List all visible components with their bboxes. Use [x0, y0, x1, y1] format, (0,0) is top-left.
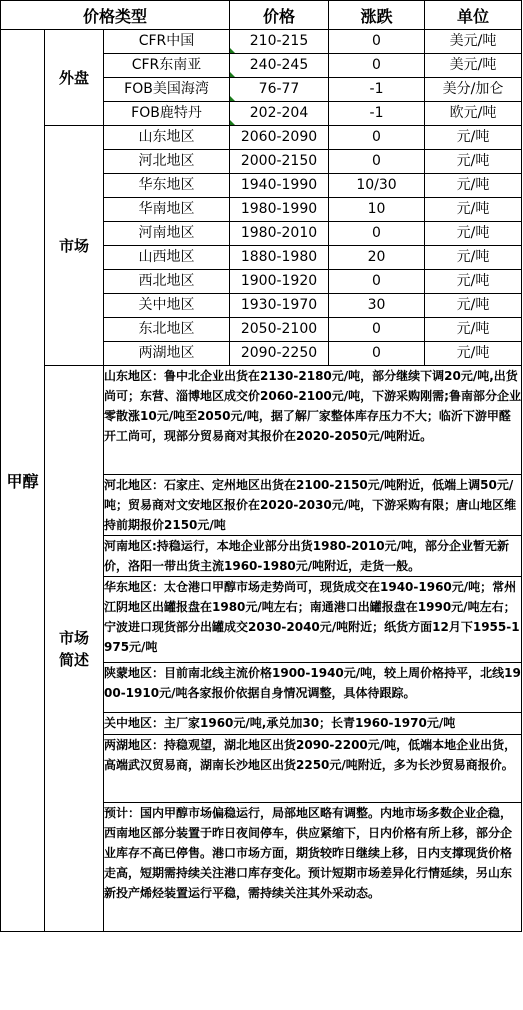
summary-label-line1: 市场	[58, 628, 89, 647]
price-cell: 2000-2150	[230, 150, 329, 174]
change-cell: 0	[329, 270, 425, 294]
price-cell: 1940-1990	[230, 174, 329, 198]
price-cell: 202-204	[230, 102, 329, 126]
price-cell: 1980-2010	[230, 222, 329, 246]
price-cell: 210-215	[230, 30, 329, 54]
change-cell: -1	[329, 102, 425, 126]
summary-note: 两湖地区：持稳观望，湖北地区出货2090-2200元/吨，低端本地企业出货，高端武汉贸易商，湖南长沙地区出货2250元/吨附近，多为长沙贸易商报价。	[104, 735, 522, 803]
unit-cell: 元/吨	[425, 270, 522, 294]
region-cell: 河北地区	[104, 150, 230, 174]
summary-note: 山东地区：鲁中北企业出货在2130-2180元/吨，部分继续下调20元/吨,出货尚可；东营、淄博地区成交价2060-2100元/吨，下游采购刚需;鲁南部分企业零散涨10元/吨至2050元/吨，据了解厂家整体库存压力不大；临沂下游甲醛开工尚可，现部分贸易商对其报价在2020-2050元/吨附近。	[104, 366, 522, 475]
change-cell: 0	[329, 318, 425, 342]
category-market: 市场	[45, 126, 104, 366]
unit-cell: 美元/吨	[425, 30, 522, 54]
region-cell: CFR东南亚	[104, 54, 230, 78]
change-cell: 20	[329, 246, 425, 270]
unit-cell: 元/吨	[425, 246, 522, 270]
region-cell: CFR中国	[104, 30, 230, 54]
summary-note: 预计：国内甲醇市场偏稳运行，局部地区略有调整。内地市场多数企业企稳，西南地区部分装置于昨日夜间停车，供应紧缩下，日内价格有所上移，部分企业库存不高已停售。港口市场方面，期货较昨日继续上移，日内支撑现货价格走高，短期需持续关注港口库存变化。预计短期市场差异化行情延续，另山东新投产烯烃装置运行平稳，需持续关注其外采动态。	[104, 803, 522, 932]
change-cell: 0	[329, 342, 425, 366]
price-cell: 2060-2090	[230, 126, 329, 150]
unit-cell: 元/吨	[425, 174, 522, 198]
region-cell: 东北地区	[104, 318, 230, 342]
summary-note: 华东地区：太仓港口甲醇市场走势尚可，现货成交在1940-1960元/吨；常州江阴地区出罐报盘在1980元/吨左右；南通港口出罐报盘在1990元/吨左右；宁波进口现货部分出罐成交2030-2040元/吨附近；纸货方面12月下1955-1975元/吨	[104, 577, 522, 663]
unit-cell: 元/吨	[425, 222, 522, 246]
price-cell: 1930-1970	[230, 294, 329, 318]
price-cell: 240-245	[230, 54, 329, 78]
header-price: 价格	[230, 1, 329, 30]
unit-cell: 美元/吨	[425, 54, 522, 78]
summary-note: 陕蒙地区：目前南北线主流价格1900-1940元/吨，较上周价格持平，北线1900-1910元/吨各家报价依据自身情况调整，具体待跟踪。	[104, 663, 522, 713]
region-cell: 两湖地区	[104, 342, 230, 366]
change-cell: 10/30	[329, 174, 425, 198]
price-cell: 2090-2250	[230, 342, 329, 366]
region-cell: 华东地区	[104, 174, 230, 198]
category-summary	[45, 366, 104, 932]
summary-note: 关中地区：主厂家1960元/吨,承兑加30；长青1960-1970元/吨	[104, 713, 522, 735]
header-type: 价格类型	[1, 1, 230, 30]
unit-cell: 美分/加仑	[425, 78, 522, 102]
price-cell: 2050-2100	[230, 318, 329, 342]
region-cell: 华南地区	[104, 198, 230, 222]
region-cell: 西北地区	[104, 270, 230, 294]
header-unit: 单位	[425, 1, 522, 30]
market-row	[1, 126, 522, 150]
unit-cell: 元/吨	[425, 294, 522, 318]
change-cell: 0	[329, 30, 425, 54]
price-cell: 76-77	[230, 78, 329, 102]
unit-cell: 元/吨	[425, 198, 522, 222]
region-cell: 山东地区	[104, 126, 230, 150]
header-change: 涨跌	[329, 1, 425, 30]
category-external: 外盘	[45, 30, 104, 126]
price-cell: 1880-1980	[230, 246, 329, 270]
unit-cell: 欧元/吨	[425, 102, 522, 126]
header-row	[1, 1, 522, 30]
summary-note: 河北地区：石家庄、定州地区出货在2100-2150元/吨附近，低端上调50元/吨；贸易商对文安地区报价在2020-2030元/吨，下游采购有限；唐山地区维持前期报价2150元/吨	[104, 475, 522, 536]
price-cell: 1900-1920	[230, 270, 329, 294]
summary-note: 河南地区:持稳运行，本地企业部分出货1980-2010元/吨，部分企业暂无新价，洛阳一带出货主流1960-1980元/吨附近，走货一般。	[104, 536, 522, 577]
change-cell: 0	[329, 222, 425, 246]
region-cell: FOB鹿特丹	[104, 102, 230, 126]
region-cell: FOB美国海湾	[104, 78, 230, 102]
change-cell: 0	[329, 126, 425, 150]
change-cell: 0	[329, 150, 425, 174]
unit-cell: 元/吨	[425, 318, 522, 342]
summary-row	[1, 366, 522, 475]
change-cell: -1	[329, 78, 425, 102]
external-row	[1, 30, 522, 54]
change-cell: 0	[329, 54, 425, 78]
summary-label-line2: 简述	[58, 650, 89, 669]
unit-cell: 元/吨	[425, 126, 522, 150]
product-name: 甲醇	[1, 30, 45, 932]
unit-cell: 元/吨	[425, 150, 522, 174]
region-cell: 河南地区	[104, 222, 230, 246]
price-cell: 1980-1990	[230, 198, 329, 222]
change-cell: 30	[329, 294, 425, 318]
change-cell: 10	[329, 198, 425, 222]
unit-cell: 元/吨	[425, 342, 522, 366]
region-cell: 山西地区	[104, 246, 230, 270]
region-cell: 关中地区	[104, 294, 230, 318]
